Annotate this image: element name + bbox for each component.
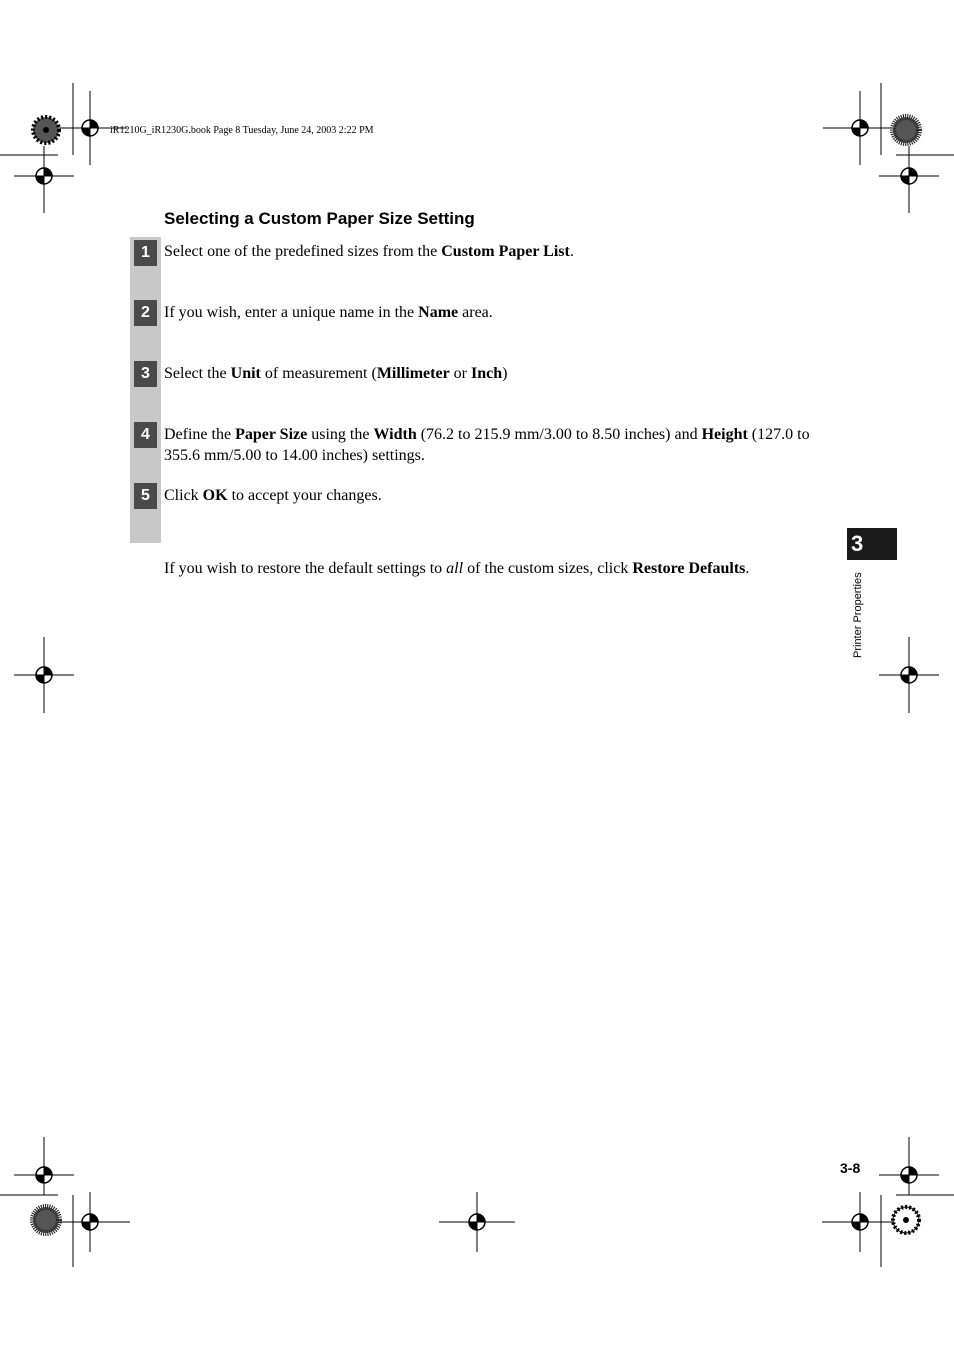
registration-mark <box>14 1137 74 1195</box>
page-number: 3-8 <box>840 1160 861 1176</box>
step-text-3: Select the Unit of measurement (Millimeter or Inch) <box>164 365 508 382</box>
color-wheel-mark <box>893 1207 919 1233</box>
step-number-5: 5 <box>134 483 157 509</box>
registration-mark <box>879 1137 939 1195</box>
color-wheel-mark <box>33 117 59 143</box>
color-wheel-mark <box>33 1207 59 1233</box>
step-text-2: If you wish, enter a unique name in the Name area. <box>164 304 493 321</box>
step-text-5: Click OK to accept your changes. <box>164 487 382 504</box>
section-title: Selecting a Custom Paper Size Setting <box>164 209 475 228</box>
restore-defaults-note: If you wish to restore the default settings to all of the custom sizes, click Restore Defaults. <box>164 560 750 577</box>
registration-mark <box>879 637 939 713</box>
registration-mark <box>14 637 74 713</box>
registration-mark <box>53 1192 130 1252</box>
registration-mark <box>439 1192 515 1252</box>
step-text-1: Select one of the predefined sizes from the Custom Paper List. <box>164 243 574 260</box>
chapter-label: Printer Properties <box>852 572 864 658</box>
color-wheel-mark <box>893 117 919 143</box>
step-number-3: 3 <box>134 361 157 387</box>
registration-mark <box>822 1192 898 1252</box>
step-number-4: 4 <box>134 422 157 448</box>
step-number-1: 1 <box>134 240 157 266</box>
print-info-line: iR1210G_iR1230G.book Page 8 Tuesday, June 24, 2003 2:22 PM <box>110 125 374 136</box>
registration-mark <box>14 146 74 213</box>
step-text-4: Define the Paper Size using the Width (76.2 to 215.9 mm/3.00 to 8.50 inches) and Height (127.0 to 355.6 mm/5.00 to 14.00 inches) settings. <box>164 426 810 464</box>
registration-mark <box>879 146 939 213</box>
chapter-tab: 3 <box>847 528 897 560</box>
registration-mark <box>823 91 897 165</box>
step-number-2: 2 <box>134 300 157 326</box>
